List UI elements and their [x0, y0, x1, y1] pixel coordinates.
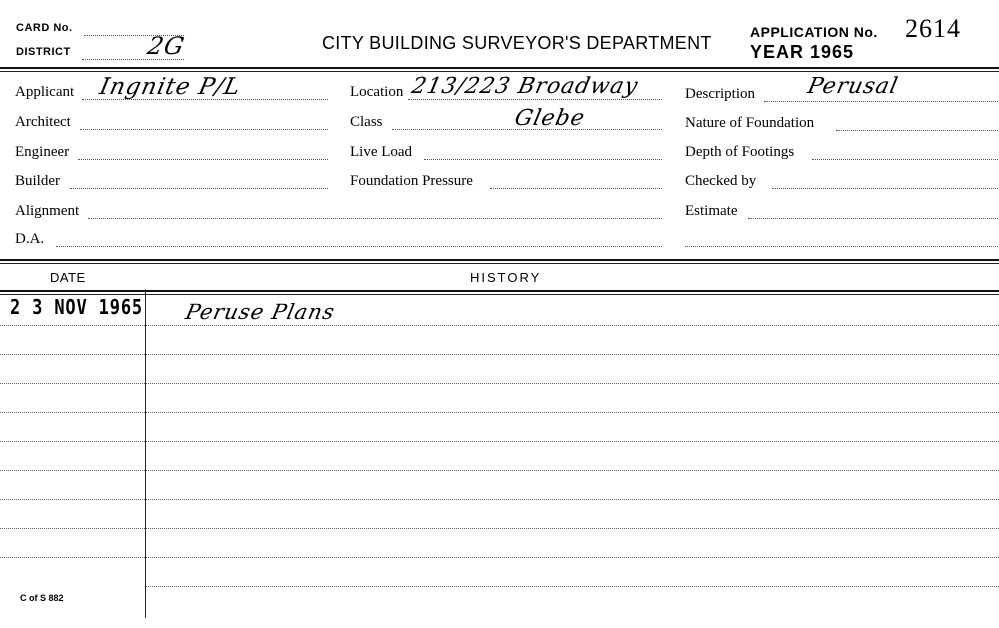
da-label: D.A.: [15, 231, 45, 247]
architect-label: Architect: [15, 114, 71, 130]
top-rule: [0, 67, 999, 69]
district-label: DISTRICT: [16, 46, 71, 58]
history-entry-date: 2 3 NOV 1965: [10, 295, 144, 319]
location-value: 213/223 Broadway: [409, 74, 641, 99]
history-ruled-line: [0, 528, 999, 529]
live-load-line: [424, 159, 662, 160]
estimate-extra-line: [685, 246, 998, 247]
foundation-pressure-line: [490, 188, 662, 189]
history-ruled-line: [0, 383, 999, 384]
estimate-line: [748, 218, 998, 219]
application-no-value: 2614: [905, 14, 961, 43]
location-label: Location: [350, 84, 404, 100]
foundation-pressure-label: Foundation Pressure: [350, 173, 473, 189]
history-column-header: HISTORY: [470, 270, 542, 285]
district-value: 2G: [145, 32, 188, 60]
history-entry-text: Peruse Plans: [183, 300, 338, 324]
description-label: Description: [685, 86, 755, 102]
live-load-label: Live Load: [350, 144, 413, 160]
alignment-line: [88, 218, 662, 219]
history-ruled-line: [146, 586, 999, 587]
engineer-label: Engineer: [15, 144, 70, 160]
applicant-label: Applicant: [15, 84, 75, 100]
estimate-label: Estimate: [685, 203, 738, 219]
description-line: [764, 101, 998, 102]
history-ruled-line: [0, 354, 999, 355]
class-label: Class: [350, 114, 383, 130]
checked-by-line: [772, 188, 998, 189]
history-ruled-line: [0, 557, 999, 558]
nature-of-foundation-label: Nature of Foundation: [685, 115, 815, 131]
history-ruled-line: [0, 499, 999, 500]
history-ruled-line: [0, 441, 999, 442]
history-ruled-line: [0, 325, 999, 326]
year-label: YEAR 1965: [750, 42, 855, 62]
engineer-line: [78, 159, 328, 160]
description-value: Perusal: [805, 74, 901, 99]
applicant-value: Ingnite P/L: [97, 74, 244, 100]
class-value: Glebe: [512, 106, 588, 131]
department-title: CITY BUILDING SURVEYOR'S DEPARTMENT: [322, 33, 712, 53]
builder-label: Builder: [15, 173, 60, 189]
date-column-header: DATE: [50, 270, 86, 285]
alignment-label: Alignment: [15, 203, 80, 219]
history-ruled-line: [0, 470, 999, 471]
depth-of-footings-line: [812, 159, 998, 160]
application-no-label: APPLICATION No.: [750, 24, 878, 40]
builder-line: [70, 188, 328, 189]
nature-of-foundation-line: [836, 130, 998, 131]
card-no-label: CARD No.: [16, 22, 73, 34]
location-line: [408, 99, 662, 100]
top-rule-inner: [0, 71, 999, 72]
depth-of-footings-label: Depth of Footings: [685, 144, 795, 160]
history-ruled-line: [0, 412, 999, 413]
architect-line: [80, 129, 328, 130]
middle-rule: [0, 259, 999, 261]
history-header-rule-inner: [0, 294, 999, 295]
da-line: [56, 246, 662, 247]
form-code: C of S 882: [20, 593, 64, 603]
checked-by-label: Checked by: [685, 173, 757, 189]
middle-rule-inner: [0, 263, 999, 264]
history-header-rule: [0, 290, 999, 292]
date-history-divider: [145, 292, 146, 618]
